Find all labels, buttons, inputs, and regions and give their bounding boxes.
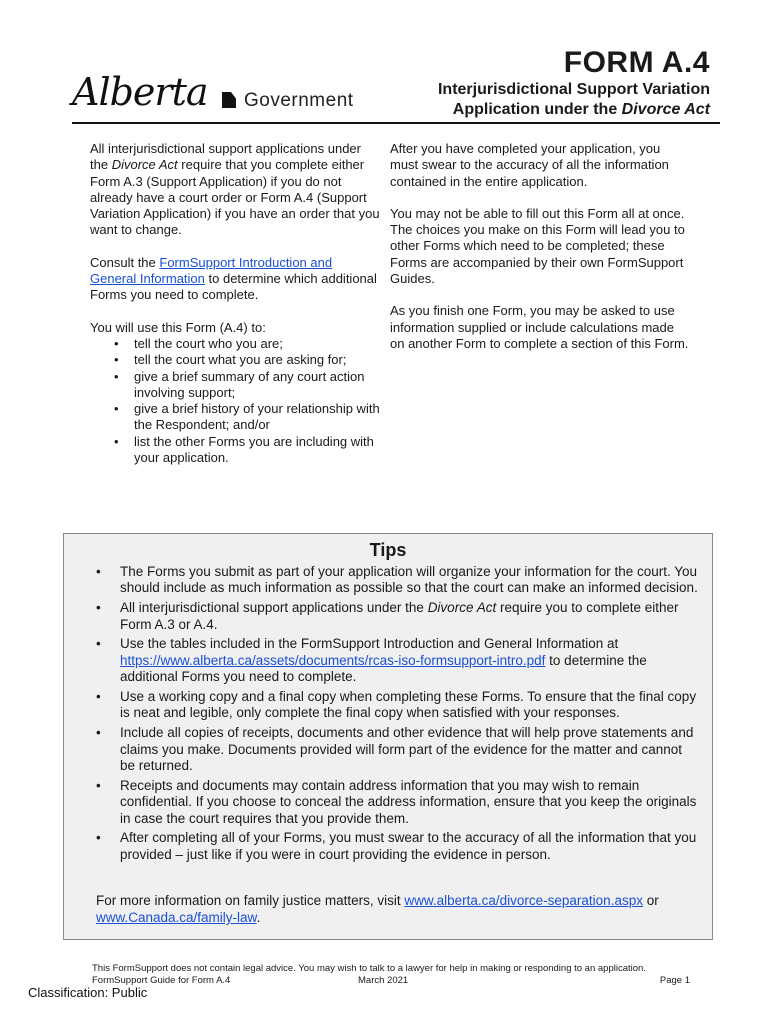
tip-item: • The Forms you submit as part of your application will organize your information for the court. You should include as much information as possible so that the court can make an informed decision. — [88, 564, 698, 597]
tip-item: • After completing all of your Forms, you must swear to the accuracy of all the information that you provided – just like if you were in court providing the evidence in person. — [88, 830, 698, 863]
classification-label: Classification: Public — [28, 985, 148, 1000]
right-column — [390, 141, 690, 352]
divorce-separation-link[interactable]: www.alberta.ca/divorce-separation.aspx — [404, 893, 643, 908]
tip-item: • All interjurisdictional support applications under the Divorce Act require you to complete either Form A.3 or A.4. — [88, 600, 698, 633]
tip-item: • Use a working copy and a final copy when completing these Forms. To ensure that the final copy is neat and legible, only complete the final copy when satisfied with your responses. — [88, 689, 698, 722]
formsupport-intro-link[interactable]: FormSupport Introduction and General Information — [90, 254, 333, 287]
divorce-act-italic: Divorce Act — [621, 101, 710, 118]
logo-script: Alberta — [72, 70, 208, 114]
logo-flag-icon — [222, 92, 236, 108]
list-item: • give a brief summary of any court action involving support; — [90, 369, 380, 402]
alberta-government-logo — [72, 70, 362, 118]
tips-list — [88, 564, 698, 867]
canada-family-law-link[interactable]: www.Canada.ca/family-law — [96, 910, 257, 925]
tips-title: Tips — [369, 540, 407, 560]
header-divider — [72, 122, 720, 124]
consult-paragraph: Consult the FormSupport Introduction and General Information to determine which additional Forms you need to complete. — [90, 254, 377, 303]
fill-out-paragraph: You may not be able to fill out this Form all at once. The choices you make on this Form will lead you to other Forms which need to be completed; these Forms are accompanied by their own FormSupport Guides. — [390, 205, 685, 287]
list-item: • give a brief history of your relationship with the Respondent; and/or — [90, 401, 380, 434]
form-number: FORM A.4 — [563, 46, 710, 79]
tip-item: • Receipts and documents may contain address information that you may wish to remain confidential. If you choose to conceal the address information, ensure that you keep the originals in case the court requires that you provide them. — [88, 778, 698, 827]
intro-paragraph: All interjurisdictional support applications under the Divorce Act require that you complete either Form A.3 (Support Application) if you do not already have a court order or Form A.4 (Support Variation Application) if you have an order that you want to change. — [90, 141, 380, 238]
footer-date: March 2021 — [358, 975, 409, 986]
formsupport-intro-pdf-link[interactable]: https://www.alberta.ca/assets/documents/rcas-iso-formsupport-intro.pdf — [120, 652, 546, 668]
more-info-paragraph: For more information on family justice matters, visit www.alberta.ca/divorce-separation.aspx or www.Canada.ca/family-law. — [96, 893, 659, 925]
tips-box — [63, 533, 713, 940]
form-title-line1: Interjurisdictional Support Variation — [437, 81, 710, 98]
usage-list — [90, 336, 380, 466]
list-item: • list the other Forms you are including with your application. — [90, 434, 380, 467]
list-item: • tell the court what you are asking for; — [90, 352, 380, 368]
tip-item: • Include all copies of receipts, documents and other evidence that will help prove statements and claims you make. Documents provided will form part of the evidence for the matter and cannot be returned. — [88, 725, 698, 774]
list-item: • tell the court who you are; — [90, 336, 380, 352]
left-column — [90, 141, 380, 466]
form-title-line2: Application under the Divorce Act — [452, 101, 710, 118]
page-number: Page 1 — [659, 975, 690, 986]
logo-government-text: Government — [244, 90, 354, 111]
footer-guide-name: FormSupport Guide for Form A.4 — [92, 975, 231, 986]
finish-form-paragraph: As you finish one Form, you may be asked to use information supplied or include calculations made on another Form to complete a section of this Form. — [390, 303, 689, 351]
legal-disclaimer: This FormSupport does not contain legal advice. You may wish to talk to a lawyer for help in making or responding to an application. — [92, 963, 646, 974]
tip-item: • Use the tables included in the FormSupport Introduction and General Information at https://www.alberta.ca/assets/documents/rcas-iso-formsupport-intro.pdf to determine the additional Forms you need to complete. — [88, 636, 698, 685]
form-title — [438, 80, 710, 120]
usage-intro: You will use this Form (A.4) to: — [90, 319, 266, 335]
swear-paragraph: After you have completed your application, you must swear to the accuracy of all the information contained in the entire application. — [390, 141, 669, 189]
